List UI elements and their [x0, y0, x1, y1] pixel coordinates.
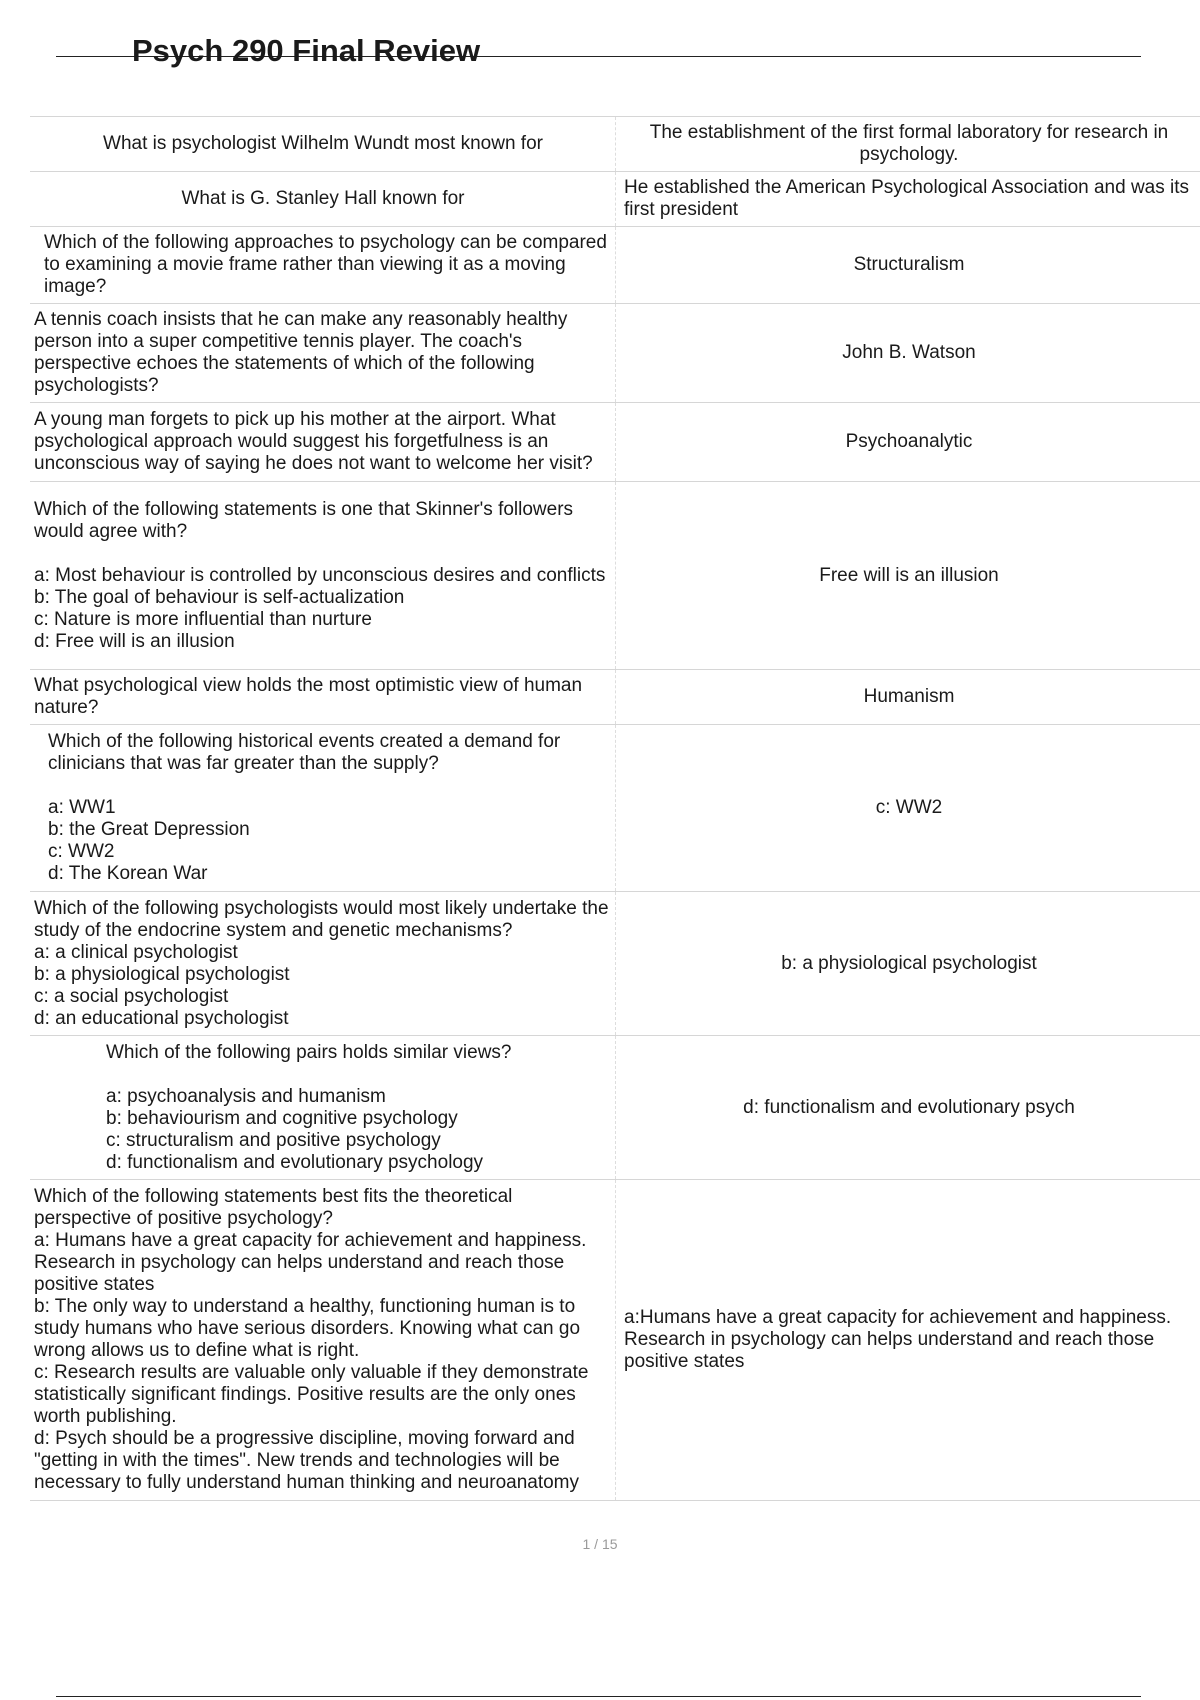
- answer-cell: [616, 1180, 1200, 1500]
- answer-cell: [616, 482, 1200, 669]
- answer-text: The establishment of the first formal laboratory for research in psychology.: [649, 122, 1169, 165]
- flashcard-row: [30, 670, 1200, 725]
- answer-text: Free will is an illusion: [819, 564, 999, 586]
- flashcard-row: [30, 482, 1200, 670]
- answer-text: Psychoanalytic: [845, 431, 973, 452]
- question-cell: [30, 227, 616, 303]
- question-text: A young man forgets to pick up his mother at the airport. What psychological approach would suggest his forgetfulness is an unconscious way of saying he does not want to welcome her visit?: [34, 409, 593, 474]
- question-text: Which of the following statements best fits the theoretical perspective of positive psychology? a: Humans have a great capacity for achievement and happiness. Research in psychology can helps understand and reach those positive states b: The only way to understand a healthy, functioning human is to study humans who have serious disorders. Knowing what can go wrong allows us to define what is right. c: Research results are valuable only valuable if they demonstrate statistically significant findings. Positive results are the only ones worth publishing. d: Psych should be a progressive discipline, moving forward and "getting in with the times". New trends and technologies will be necessary to fully understand human thinking and neuroanatomy: [34, 1186, 589, 1493]
- question-text: Which of the following psychologists would most likely undertake the study of the endocrine system and genetic mechanisms? a: a clinical psychologist b: a physiological psychologist c: a social psychologist d: an educational psychologist: [34, 897, 609, 1029]
- question-text: A tennis coach insists that he can make any reasonably healthy person into a super competitive tennis player. The coach's perspective echoes the statements of which of the following psychologists?: [34, 309, 568, 396]
- answer-text: Structuralism: [853, 254, 965, 275]
- flashcard-row: [30, 1036, 1200, 1180]
- flashcard-row: [30, 892, 1200, 1036]
- answer-text: c: WW2: [875, 797, 943, 818]
- bottom-rule: [56, 1696, 1141, 1697]
- answer-text: He established the American Psychological Association and was its first president: [624, 177, 1190, 220]
- document-title: Psych 290 Final Review: [132, 33, 481, 68]
- question-cell: [30, 482, 616, 669]
- answer-text: Humanism: [863, 686, 955, 707]
- flashcard-row: [30, 172, 1200, 227]
- question-cell: [30, 117, 616, 171]
- question-cell: [30, 304, 616, 402]
- answer-cell: [616, 1036, 1200, 1179]
- question-cell: [30, 892, 616, 1035]
- question-text: What is psychologist Wilhelm Wundt most known for: [103, 133, 543, 154]
- page-indicator: 1 / 15: [582, 1536, 618, 1552]
- answer-cell: [616, 227, 1200, 303]
- answer-cell: [616, 304, 1200, 402]
- flashcard-row: [30, 1180, 1200, 1501]
- flashcard-row: [30, 227, 1200, 304]
- answer-text: d: functionalism and evolutionary psych: [743, 1096, 1075, 1118]
- answer-cell: [616, 725, 1200, 891]
- flashcard-table: [30, 116, 1200, 1501]
- question-text: Which of the following historical events created a demand for clinicians that was far greater than the supply? a: WW1 b: the Great Depression c: WW2 d: The Korean War: [48, 731, 561, 884]
- question-text: Which of the following pairs holds similar views? a: psychoanalysis and humanism b: behaviourism and cognitive psychology c: structuralism and positive psychology d: functionalism and evolutionary psychology: [106, 1041, 512, 1173]
- question-cell: [30, 172, 616, 226]
- question-cell: [30, 725, 616, 891]
- question-cell: [30, 1180, 616, 1500]
- question-cell: [30, 670, 616, 724]
- question-text: Which of the following statements is one that Skinner's followers would agree with? a: Most behaviour is controlled by unconscious desires and conflicts b: The goal of behaviour is self-actualization c: Nature is more influential than nurture d: Free will is an illusion: [34, 498, 606, 652]
- answer-cell: [616, 403, 1200, 481]
- answer-cell: [616, 892, 1200, 1035]
- question-text: Which of the following approaches to psychology can be compared to examining a movie frame rather than viewing it as a moving image?: [44, 232, 607, 297]
- flashcard-row: [30, 304, 1200, 403]
- answer-cell: [616, 670, 1200, 724]
- answer-cell: [616, 172, 1200, 226]
- flashcard-row: [30, 725, 1200, 892]
- answer-cell: [616, 117, 1200, 171]
- answer-text: b: a physiological psychologist: [781, 952, 1037, 974]
- question-cell: [30, 403, 616, 481]
- flashcard-row: [30, 117, 1200, 172]
- flashcard-row: [30, 403, 1200, 482]
- answer-text: John B. Watson: [842, 342, 976, 363]
- answer-text: a:Humans have a great capacity for achievement and happiness. Research in psychology can helps understand and reach those positive states: [624, 1307, 1172, 1372]
- question-text: What is G. Stanley Hall known for: [181, 188, 465, 209]
- question-text: What psychological view holds the most optimistic view of human nature?: [34, 675, 583, 718]
- question-cell: [30, 1036, 616, 1179]
